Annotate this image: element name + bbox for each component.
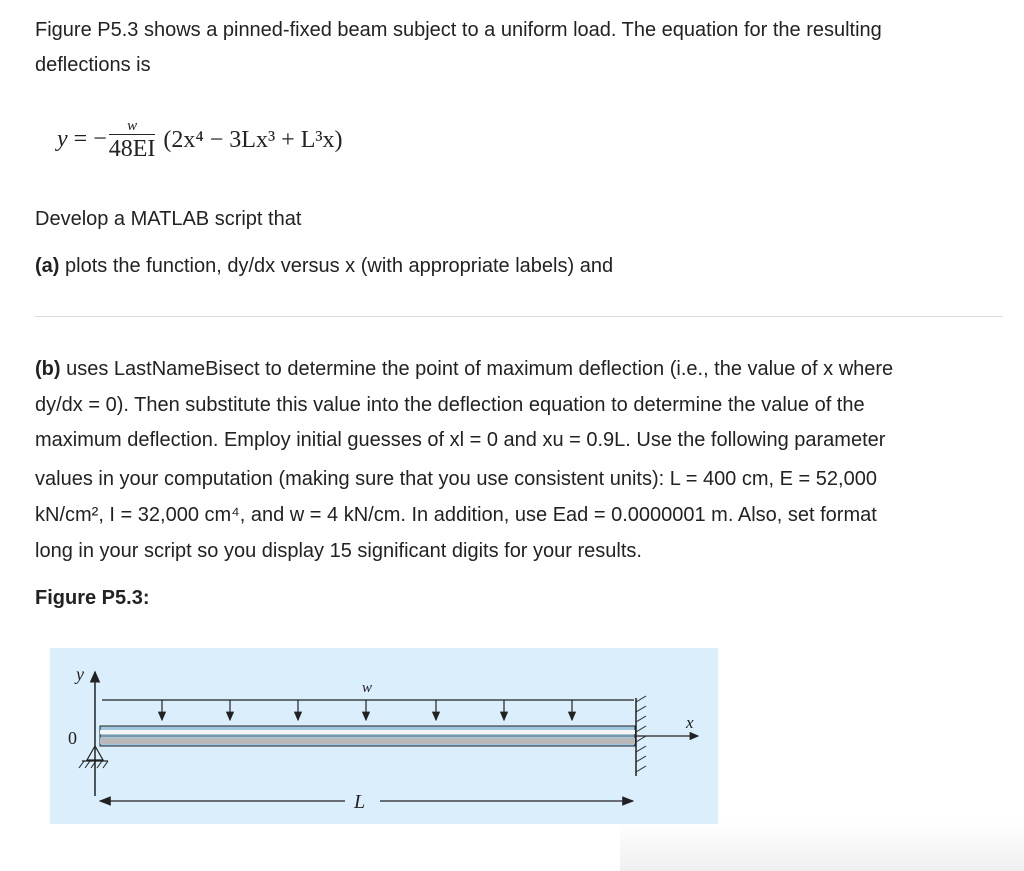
section-divider [35,316,1003,317]
equation-minus: − [93,126,107,153]
deflection-equation [57,118,343,163]
length-label: L [354,791,366,813]
part-b-label: (b) [35,358,61,380]
distributed-load-arrows [162,700,572,720]
part-b-line-1 [35,351,893,387]
part-b-line-5: kN/cm², I = 32,000 cm⁴, and w = 4 kN/cm. In addition, use Ead = 0.0000001 m. Also, set format [35,504,877,526]
equation-polynomial: (2x⁴ − 3Lx³ + L³x) [163,127,343,153]
part-b-line-3: maximum deflection. Employ initial guesses of xl = 0 and xu = 0.9L. Use the following parameter [35,429,886,451]
beam-diagram [50,648,718,824]
equation-fraction [109,118,156,163]
part-b-line-4: values in your computation (making sure that you use consistent units): L = 400 cm, E = 52,000 [35,468,877,490]
part-b-text-1: uses LastNameBisect to determine the point of maximum deflection (i.e., the value of x where [66,358,894,380]
intro-line-1: Figure P5.3 shows a pinned-fixed beam subject to a uniform load. The equation for the resulting [35,19,882,41]
part-a-text: plots the function, dy/dx versus x (with appropriate labels) and [65,255,614,277]
x-axis-label: x [686,713,694,732]
part-a [35,248,613,284]
part-b-line-2: dy/dx = 0). Then substitute this value into the deflection equation to determine the value of the [35,394,865,416]
pinned-support [79,746,108,768]
part-a-label: (a) [35,255,60,277]
bottom-shadow [620,820,1024,871]
y-axis-label: y [76,664,84,684]
equation-equals: = [73,126,88,153]
equation-numerator: w [109,118,156,135]
part-b-line-6: long in your script so you display 15 significant digits for your results. [35,540,642,562]
equation-lhs: y [57,126,68,153]
figure-heading: Figure P5.3: [35,587,150,609]
develop-line: Develop a MATLAB script that [35,208,302,230]
load-label: w [362,680,373,696]
origin-label: 0 [68,728,77,748]
equation-denominator: 48EI [108,136,156,162]
intro-line-2: deflections is [35,54,151,76]
beam [100,726,635,746]
beam-figure [50,648,718,824]
